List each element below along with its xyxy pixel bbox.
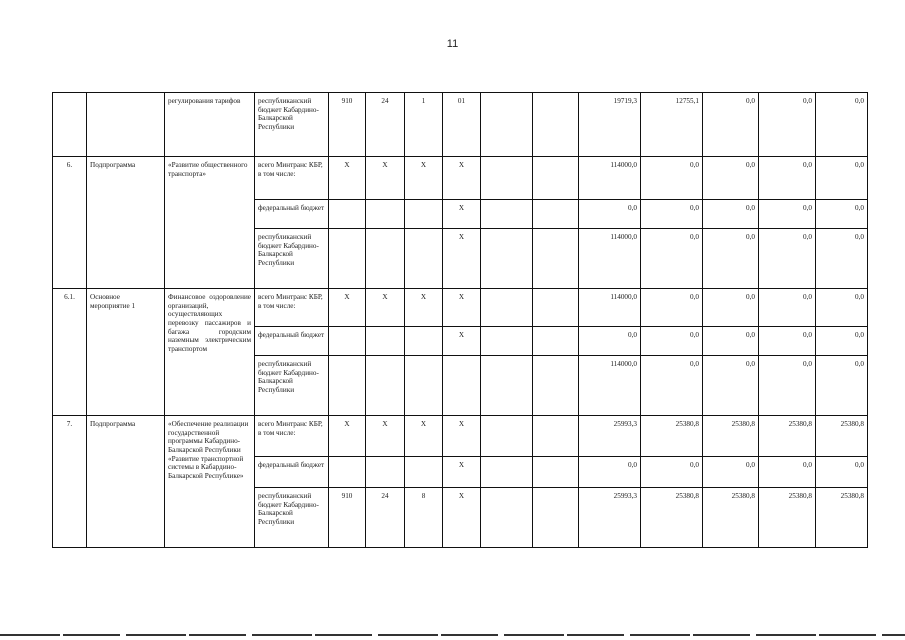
amount-year-4-cell: 0,0 [759,289,816,327]
amount-year-1-cell: 0,0 [579,457,641,488]
amount-year-2-cell: 25380,8 [641,416,703,457]
rz-cell [366,457,405,488]
amount-year-1-cell: 114000,0 [579,356,641,416]
amount-year-3-cell: 25380,8 [703,416,759,457]
amount-year-5-cell: 0,0 [816,157,868,200]
row-name-cell: регулирования тарифов [165,93,255,157]
row-number-cell [53,93,87,157]
extra-code-cell [533,488,579,548]
csr-cell: X [443,229,481,289]
csr-cell: X [443,488,481,548]
rz-cell [366,356,405,416]
amount-year-4-cell: 0,0 [759,327,816,356]
budget-table [52,92,868,548]
vr-cell [481,327,533,356]
grbs-cell [329,200,366,229]
grbs-cell: 910 [329,488,366,548]
amount-year-1-cell: 114000,0 [579,229,641,289]
pr-cell [405,200,443,229]
row-name-cell: Финансовое оздоровление организаций, осуществляющих перевозку пассажиров и багажа городским наземным электрическим транспортом [165,289,255,416]
row-name-cell: «Развитие общественного транспорта» [165,157,255,289]
amount-year-3-cell: 25380,8 [703,488,759,548]
amount-year-3-cell: 0,0 [703,229,759,289]
csr-cell: 01 [443,93,481,157]
amount-year-5-cell: 25380,8 [816,488,868,548]
amount-year-5-cell: 0,0 [816,289,868,327]
pr-cell: 1 [405,93,443,157]
amount-year-5-cell: 25380,8 [816,416,868,457]
vr-cell [481,416,533,457]
rz-cell: X [366,289,405,327]
budget-source-cell: всего Минтранс КБР, в том числе: [255,157,329,200]
pr-cell: X [405,157,443,200]
amount-year-4-cell: 0,0 [759,93,816,157]
csr-cell: X [443,327,481,356]
grbs-cell: X [329,416,366,457]
amount-year-1-cell: 25993,3 [579,488,641,548]
rz-cell: 24 [366,93,405,157]
row-type-cell: Подпрограмма [87,157,165,289]
amount-year-2-cell: 0,0 [641,157,703,200]
amount-year-1-cell: 0,0 [579,200,641,229]
table-row [53,157,868,200]
grbs-cell [329,356,366,416]
row-number-cell: 6.1. [53,289,87,416]
amount-year-3-cell: 0,0 [703,93,759,157]
amount-year-3-cell: 0,0 [703,327,759,356]
pr-cell [405,457,443,488]
vr-cell [481,93,533,157]
amount-year-1-cell: 19719,3 [579,93,641,157]
vr-cell [481,157,533,200]
csr-cell: X [443,157,481,200]
amount-year-4-cell: 0,0 [759,356,816,416]
amount-year-1-cell: 114000,0 [579,289,641,327]
grbs-cell: X [329,157,366,200]
amount-year-5-cell: 0,0 [816,327,868,356]
pr-cell [405,229,443,289]
extra-code-cell [533,93,579,157]
csr-cell: X [443,457,481,488]
grbs-cell [329,457,366,488]
row-type-cell: Подпрограмма [87,416,165,548]
amount-year-3-cell: 0,0 [703,157,759,200]
pr-cell [405,356,443,416]
amount-year-3-cell: 0,0 [703,356,759,416]
csr-cell: X [443,289,481,327]
extra-code-cell [533,356,579,416]
amount-year-5-cell: 0,0 [816,93,868,157]
amount-year-2-cell: 0,0 [641,457,703,488]
amount-year-4-cell: 0,0 [759,457,816,488]
amount-year-2-cell: 0,0 [641,200,703,229]
vr-cell [481,356,533,416]
amount-year-5-cell: 0,0 [816,200,868,229]
rz-cell [366,229,405,289]
budget-source-cell: республиканский бюджет Кабардино-Балкарской Республики [255,229,329,289]
row-type-cell: Основное мероприятие 1 [87,289,165,416]
rz-cell [366,327,405,356]
amount-year-4-cell: 25380,8 [759,488,816,548]
row-number-cell: 7. [53,416,87,548]
row-type-cell [87,93,165,157]
pr-cell [405,327,443,356]
pr-cell: X [405,416,443,457]
extra-code-cell [533,327,579,356]
extra-code-cell [533,416,579,457]
extra-code-cell [533,157,579,200]
extra-code-cell [533,200,579,229]
budget-source-cell: республиканский бюджет Кабардино-Балкарской Республики [255,356,329,416]
amount-year-3-cell: 0,0 [703,200,759,229]
vr-cell [481,488,533,548]
row-name-cell: «Обеспечение реализации государственной программы Кабардино-Балкарской Республики «Развитие транспортной системы в Кабардино-Балкарской Республике» [165,416,255,548]
amount-year-4-cell: 0,0 [759,200,816,229]
pr-cell: 8 [405,488,443,548]
csr-cell: X [443,416,481,457]
rz-cell: 24 [366,488,405,548]
amount-year-3-cell: 0,0 [703,289,759,327]
budget-source-cell: всего Минтранс КБР, в том числе: [255,289,329,327]
extra-code-cell [533,289,579,327]
table-row [53,416,868,457]
budget-source-cell: федеральный бюджет [255,457,329,488]
amount-year-2-cell: 25380,8 [641,488,703,548]
vr-cell [481,289,533,327]
budget-source-cell: федеральный бюджет [255,200,329,229]
amount-year-2-cell: 0,0 [641,327,703,356]
grbs-cell: 910 [329,93,366,157]
pr-cell: X [405,289,443,327]
rz-cell: X [366,157,405,200]
budget-source-cell: всего Минтранс КБР, в том числе: [255,416,329,457]
extra-code-cell [533,229,579,289]
vr-cell [481,229,533,289]
amount-year-4-cell: 25380,8 [759,416,816,457]
budget-source-cell: республиканский бюджет Кабардино-Балкарской Республики [255,93,329,157]
amount-year-2-cell: 0,0 [641,356,703,416]
page-edge-divider [0,634,905,636]
amount-year-2-cell: 0,0 [641,229,703,289]
amount-year-5-cell: 0,0 [816,457,868,488]
amount-year-2-cell: 12755,1 [641,93,703,157]
amount-year-1-cell: 0,0 [579,327,641,356]
csr-cell: X [443,200,481,229]
row-number-cell: 6. [53,157,87,289]
vr-cell [481,457,533,488]
budget-source-cell: республиканский бюджет Кабардино-Балкарской Республики [255,488,329,548]
amount-year-5-cell: 0,0 [816,356,868,416]
amount-year-3-cell: 0,0 [703,457,759,488]
grbs-cell [329,327,366,356]
grbs-cell: X [329,289,366,327]
amount-year-5-cell: 0,0 [816,229,868,289]
budget-source-cell: федеральный бюджет [255,327,329,356]
page-number: 11 [446,38,459,50]
rz-cell: X [366,416,405,457]
table-row [53,93,868,157]
amount-year-2-cell: 0,0 [641,289,703,327]
extra-code-cell [533,457,579,488]
amount-year-4-cell: 0,0 [759,229,816,289]
vr-cell [481,200,533,229]
amount-year-1-cell: 114000,0 [579,157,641,200]
grbs-cell [329,229,366,289]
rz-cell [366,200,405,229]
csr-cell [443,356,481,416]
amount-year-1-cell: 25993,3 [579,416,641,457]
table-row [53,289,868,327]
amount-year-4-cell: 0,0 [759,157,816,200]
